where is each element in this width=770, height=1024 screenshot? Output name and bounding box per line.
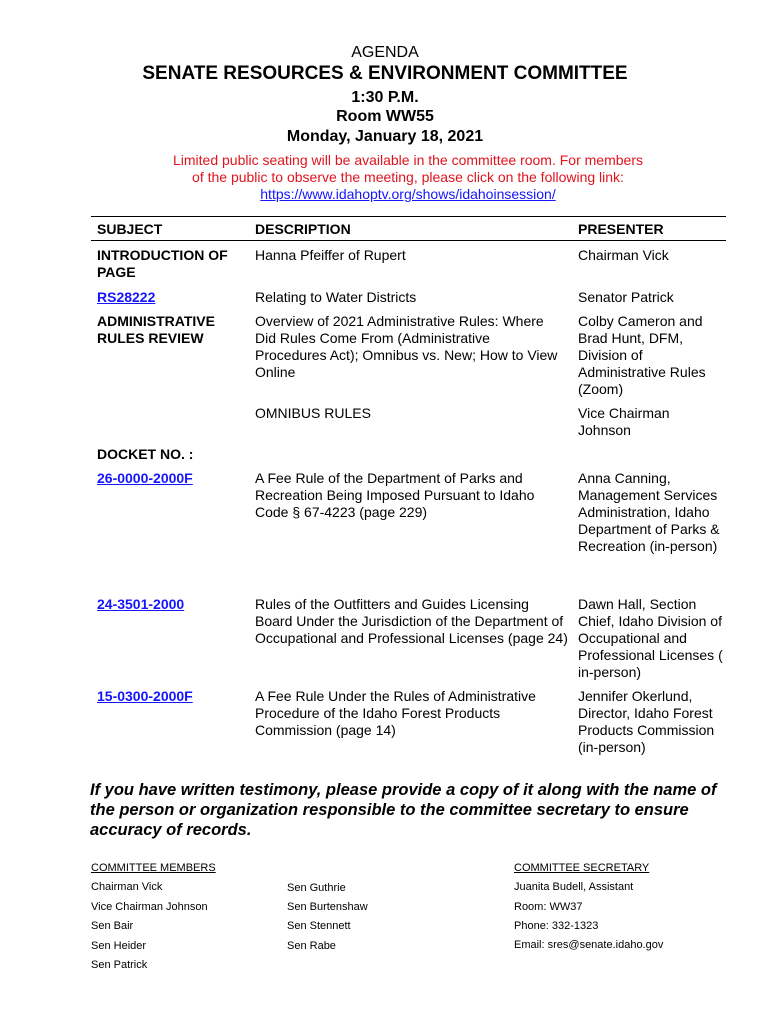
table-row-description: Overview of 2021 Administrative Rules: Where Did Rules Come From (Administrative Procedures Act); Omnibus vs. New; How to View Online	[255, 313, 558, 380]
table-row-subject: ADMINISTRATIVE RULES REVIEW	[97, 313, 215, 346]
table-row-subject: INTRODUCTION OF PAGE	[97, 247, 228, 280]
member-name: Sen Heider	[91, 940, 147, 952]
table-row-presenter: Jennifer Okerlund, Director, Idaho Forest Products Commission (in-person)	[578, 688, 715, 755]
member-name: Sen Bair	[91, 920, 134, 932]
member-name: Sen Patrick	[91, 959, 148, 971]
secretary-phone: Phone: 332-1323	[514, 920, 599, 932]
rs28222-link[interactable]: RS28222	[97, 289, 156, 305]
table-row-description: A Fee Rule Under the Rules of Administrative Procedure of the Idaho Forest Products Commission (page 14)	[255, 688, 536, 738]
table-row-description: A Fee Rule of the Department of Parks and Recreation Being Imposed Pursuant to Idaho Code § 67-4223 (page 229)	[255, 470, 535, 520]
table-row-presenter: Anna Canning, Management Services Administration, Idaho Department of Parks & Recreation (in-person)	[578, 470, 720, 554]
table-row-description: Relating to Water Districts	[255, 289, 417, 305]
member-name: Sen Stennett	[287, 920, 351, 932]
table-row-presenter: Vice Chairman Johnson	[578, 405, 670, 438]
meeting-room: Room WW55	[336, 108, 434, 125]
member-name: Vice Chairman Johnson	[91, 901, 208, 913]
subject-header: SUBJECT	[97, 221, 163, 237]
omnibus-rules-label: OMNIBUS RULES	[255, 405, 371, 421]
meeting-time: 1:30 P.M.	[351, 89, 419, 106]
table-header-rule	[91, 240, 726, 241]
secretary-room: Room: WW37	[514, 901, 583, 913]
member-name: Sen Burtenshaw	[287, 901, 368, 913]
description-header: DESCRIPTION	[255, 221, 351, 237]
table-row-description: Rules of the Outfitters and Guides Licensing Board Under the Jurisdiction of the Department of Occupational and Professional Licenses (page 24)	[255, 596, 568, 646]
table-top-rule	[91, 216, 726, 217]
member-name: Chairman Vick	[91, 881, 163, 893]
docket-24-3501-2000-link[interactable]: 24-3501-2000	[97, 596, 185, 612]
committee-secretary-heading: COMMITTEE SECRETARY	[514, 862, 650, 874]
table-row-description: Hanna Pfeiffer of Rupert	[255, 247, 406, 263]
notice-line-2: of the public to observe the meeting, please click on the following link:	[192, 169, 624, 185]
table-row-presenter: Colby Cameron and Brad Hunt, DFM, Division of Administrative Rules (Zoom)	[578, 313, 706, 397]
member-name: Sen Rabe	[287, 940, 336, 952]
presenter-header: PRESENTER	[578, 221, 664, 237]
table-row-presenter: Chairman Vick	[578, 247, 669, 263]
docket-label: DOCKET NO. :	[97, 446, 194, 462]
member-name: Sen Guthrie	[287, 882, 346, 894]
secretary-name: Juanita Budell, Assistant	[514, 881, 634, 893]
testimony-notice: If you have written testimony, please provide a copy of it along with the name of the person or organization responsible to the committee secretary to ensure accuracy of records.	[90, 781, 717, 839]
notice-line-1: Limited public seating will be available in the committee room. For members	[173, 152, 643, 168]
docket-26-0000-2000F-link[interactable]: 26-0000-2000F	[97, 470, 193, 486]
docket-15-0300-2000F-link[interactable]: 15-0300-2000F	[97, 688, 193, 704]
agenda-label: AGENDA	[351, 44, 419, 61]
committee-title: SENATE RESOURCES & ENVIRONMENT COMMITTEE	[142, 63, 628, 84]
table-row-presenter: Senator Patrick	[578, 289, 674, 305]
meeting-date: Monday, January 18, 2021	[286, 128, 484, 145]
table-row-presenter: Dawn Hall, Section Chief, Idaho Division of Occupational and Professional Licenses ( in-person)	[578, 596, 723, 680]
livestream-link[interactable]: https://www.idahoptv.org/shows/idahoinsession/	[260, 186, 556, 202]
secretary-email: Email: sres@senate.idaho.gov	[514, 939, 664, 951]
committee-members-heading: COMMITTEE MEMBERS	[91, 862, 216, 874]
seating-notice	[130, 152, 686, 203]
